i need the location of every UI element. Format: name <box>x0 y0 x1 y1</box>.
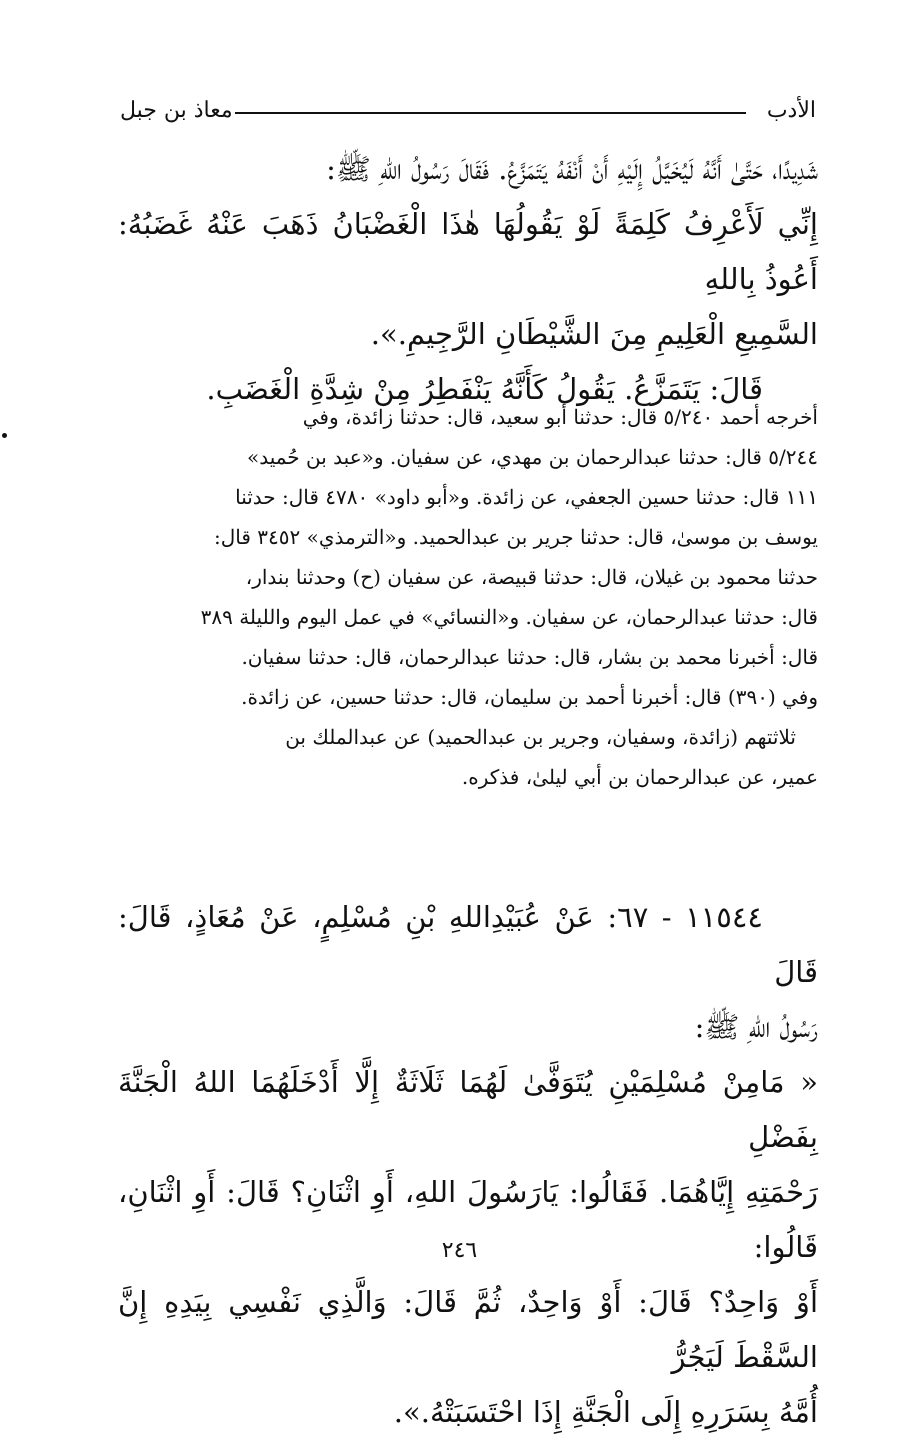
header-book-title: معاذ بن جبل <box>120 98 233 123</box>
passage-line: شَدِيدًا، حَتَّىٰ أَنَّهُ لَيُخَيَّلُ إِلَيْهِ أَنْ أَنْفَهُ يَتَمَزَّعُ. فَقَالَ رَسُولُ اللهِ ﷺ: <box>326 152 818 186</box>
header-section-title: الأدب <box>766 98 816 123</box>
takhrij-summary-line: عمير، عن عبدالرحمان بن أبي ليلىٰ، فذكره. <box>461 765 818 789</box>
hadith-isnad-line: رَسُولُ اللهِ ﷺ: <box>694 1010 818 1044</box>
takhrij-line: يوسف بن موسىٰ، قال: حدثنا جرير بن عبدالحميد. و«الترمذي» ٣٤٥٢ قال: <box>213 525 818 549</box>
page-number: ٢٤٦ <box>441 1238 478 1263</box>
hadith-matn-line: رَحْمَتِهِ إِيَّاهُمَا. فَقَالُوا: يَارَسُولَ اللهِ، أَوِ اثْنَانِ؟ قَالَ: أَوِ اثْنَانِ، قَالُوا: <box>118 1175 818 1264</box>
takhrij-summary-line: ثلاثتهم (زائدة، وسفيان، وجرير بن عبدالحميد) عن عبدالملك بن <box>285 725 796 749</box>
takhrij-line: ٥/٢٤٤ قال: حدثنا عبدالرحمان بن مهدي، عن سفيان. و«عبد بن حُميد» <box>246 445 818 469</box>
passage-line: إِنِّي لَأَعْرِفُ كَلِمَةً لَوْ يَقُولُهَا هٰذَا الْغَضْبَانُ ذَهَبَ عَنْهُ غَضَبُهُ: أَعُوذُ بِاللهِ <box>118 207 818 296</box>
margin-mark <box>2 433 7 438</box>
running-header <box>120 98 816 128</box>
hadith-matn-line: أَوْ وَاحِدٌ؟ قَالَ: أَوْ وَاحِدٌ، ثُمَّ قَالَ: وَالَّذِي نَفْسِي بِيَدِهِ إِنَّ السَّقْطَ لَيَجُرُّ <box>118 1285 818 1374</box>
hadith-matn-line: أُمَّهُ بِسَرَرِهِ إِلَى الْجَنَّةِ إِذَا احْتَسَبَتْهُ.». <box>393 1395 818 1429</box>
takhrij-line: ١١١ قال: حدثنا حسين الجعفي، عن زائدة. و«أبو داود» ٤٧٨٠ قال: حدثنا <box>235 485 818 509</box>
takhrij-note-1 <box>118 397 818 797</box>
hadith-isnad-line: ١١٥٤٤ - ٦٧: عَنْ عُبَيْدِاللهِ بْنِ مُسْلِمٍ، عَنْ مُعَاذٍ، قَالَ: قَالَ <box>118 900 818 989</box>
takhrij-line: وفي (٣٩٠) قال: أخبرنا أحمد بن سليمان، قال: حدثنا حسين، عن زائدة. <box>241 685 818 709</box>
takhrij-line: حدثنا محمود بن غيلان، قال: حدثنا قبيصة، عن سفيان (ح) وحدثنا بندار، <box>245 565 818 589</box>
hadith-2 <box>118 890 818 1440</box>
passage-line: السَّمِيعِ الْعَلِيمِ مِنَ الشَّيْطَانِ الرَّجِيمِ.». <box>370 317 818 351</box>
takhrij-line: قال: حدثنا عبدالرحمان، عن سفيان. و«النسائي» في عمل اليوم والليلة ٣٨٩ <box>200 605 818 629</box>
header-rule <box>235 112 746 114</box>
hadith-matn-line: « مَامِنْ مُسْلِمَيْنِ يُتَوَفَّىٰ لَهُمَا ثَلَاثَةٌ إِلَّا أَدْخَلَهُمَا اللهُ الْجَنَّةَ بِفَضْلِ <box>118 1065 818 1154</box>
qala-explanation: قَالَ: يَتَمَزَّعُ. يَقُولُ كَأَنَّهُ يَنْفَطِرُ مِنْ شِدَّةِ الْغَضَبِ. <box>206 372 763 406</box>
takhrij-line: أخرجه أحمد ٥/٢٤٠ قال: حدثنا أبو سعيد، قال: حدثنا زائدة، وفي <box>302 405 818 429</box>
top-passage <box>118 142 818 417</box>
takhrij-line: قال: أخبرنا محمد بن بشار، قال: حدثنا عبدالرحمان، قال: حدثنا سفيان. <box>241 645 818 669</box>
